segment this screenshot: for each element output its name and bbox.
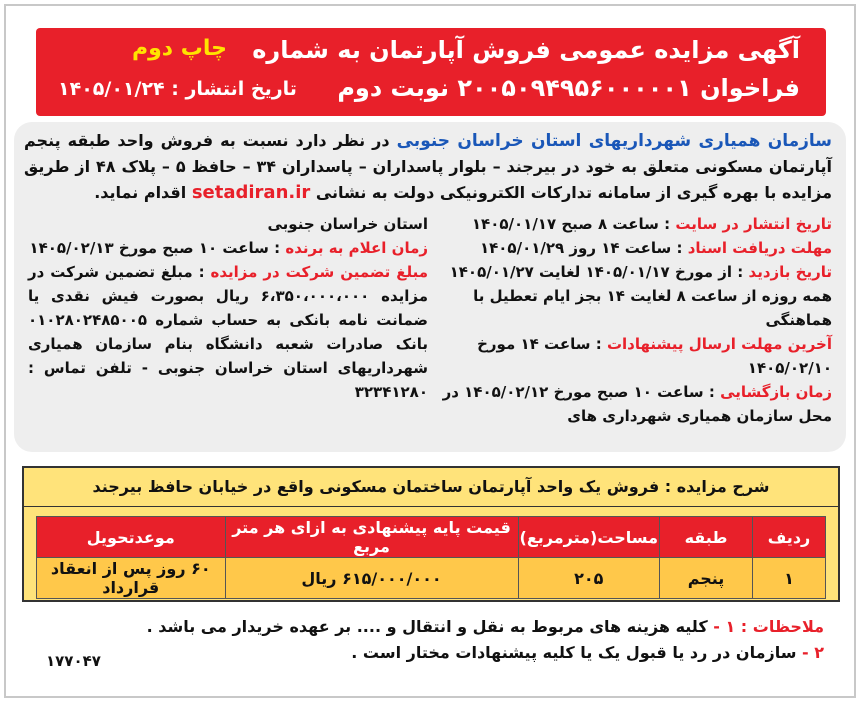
bid-deadline-label: آخرین مهلت ارسال پیشنهادات (606, 335, 832, 353)
pub-site-label: تاریخ انتشار در سایت (675, 215, 832, 233)
bid-deadline-value: : ساعت ۱۴ مورخ ۱۴۰۵/۰۲/۱۰ (477, 335, 832, 377)
terms-column (28, 212, 428, 404)
col-floor: طبقه (660, 517, 753, 558)
cell-area: ۲۰۵ (518, 558, 659, 599)
cell-floor: پنجم (660, 558, 753, 599)
visit-label: تاریخ بازدید (748, 263, 832, 281)
note-1: کلیه هزینه های مربوط به نقل و انتقال و .... بر عهده خریدار می باشد . (146, 617, 714, 636)
cell-delivery: ۶۰ روز پس از انعقاد قرارداد (37, 558, 226, 599)
col-delivery: موعدتحویل (37, 517, 226, 558)
note-2: سازمان در رد یا قبول یک یا کلیه پیشنهادات مختار است . (351, 643, 803, 662)
pub-site-value: : ساعت ۸ صبح ۱۴۰۵/۰۱/۱۷ (471, 215, 676, 233)
cell-base-price: ۶۱۵/۰۰۰/۰۰۰ ریال (225, 558, 518, 599)
opening-value: : ساعت ۱۰ صبح مورخ ۱۴۰۵/۰۲/۱۲ در محل سازمان همیاری شهرداری های (442, 383, 832, 425)
deposit-label: مبلغ تضمین شرکت در مزایده (210, 263, 429, 281)
intro-paragraph (24, 128, 832, 206)
notes-section (34, 614, 824, 666)
ad-body-panel (14, 122, 846, 452)
auction-table-box (22, 466, 840, 602)
organization-name: سازمان همیاری شهرداریهای استان خراسان جنوبی (396, 131, 833, 151)
doc-deadline-value: : ساعت ۱۴ روز ۱۴۰۵/۰۱/۲۹ (479, 239, 688, 257)
col-base-price: قیمت پایه پیشنهادی به ازای هر متر مربع (225, 517, 518, 558)
website-link[interactable]: setadiran.ir (191, 182, 311, 203)
ad-header (36, 28, 826, 116)
visit-value: : از مورخ ۱۴۰۵/۰۱/۱۷ لغایت ۱۴۰۵/۰۱/۲۷ همه روزه از ساعت ۸ لغایت ۱۴ بجز ایام تعطیل با هماهنگی (449, 263, 832, 329)
cell-row: ۱ (753, 558, 826, 599)
ad-code: ۱۷۷۰۴۷ (46, 652, 101, 670)
publication-date: تاریخ انتشار : ۱۴۰۵/۰۱/۲۴ (58, 78, 297, 100)
table-row (37, 558, 826, 599)
intro-end: اقدام نماید. (94, 183, 192, 202)
opening-label: زمان بازگشایی (720, 383, 832, 401)
province-text: استان خراسان جنوبی (267, 215, 428, 233)
intro-text: در نظر دارد نسبت به فروش واحد طبقه پنجم آپارتمان مسکونی متعلق به خود در بیرجند – بلوار پاسداران – پاسداران ۳۴ – حافظ ۵ – پلاک ۴۸ از طریق مزایده با بهره گیری از سامانه تدارکات الکترونیکی دولت به نشانی (24, 131, 833, 202)
auction-description: شرح مزایده : فروش یک واحد آپارتمان ساختمان مسکونی واقع در خیابان حافظ بیرجند (24, 468, 838, 507)
auction-items-table (36, 516, 826, 599)
col-row: ردیف (753, 517, 826, 558)
notes-label: ملاحظات : ۱ - (713, 617, 824, 636)
dates-column (432, 212, 832, 428)
announce-value: : ساعت ۱۰ صبح مورخ ۱۴۰۵/۰۲/۱۳ (29, 239, 286, 257)
print-edition: چاپ دوم (132, 36, 227, 61)
deposit-value: : مبلغ تضمین شرکت در مزایده ۶،۳۵۰،۰۰۰،۰۰۰ ریال بصورت فیش نقدی یا ضمانت نامه بانکی به حساب شماره ۰۱۰۲۸۰۲۴۸۵۰۰۵ بانک صادرات شعبه دانشگاه بنام سازمان همیاری شهرداریهای استان خراسان جنوبی - تلفن تماس : ۳۲۳۴۱۲۸۰ (28, 263, 428, 401)
doc-deadline-label: مهلت دریافت اسناد (687, 239, 832, 257)
table-header-row (37, 517, 826, 558)
note-2-number: ۲ - (802, 643, 824, 662)
announce-label: زمان اعلام به برنده (285, 239, 428, 257)
ad-title: آگهی مزایده عمومی فروش آپارتمان به شماره (252, 36, 800, 64)
col-area: مساحت(مترمربع) (518, 517, 659, 558)
ad-tender-number: فراخوان ۲۰۰۵۰۹۴۹۵۶۰۰۰۰۰۱ نوبت دوم (337, 74, 800, 102)
